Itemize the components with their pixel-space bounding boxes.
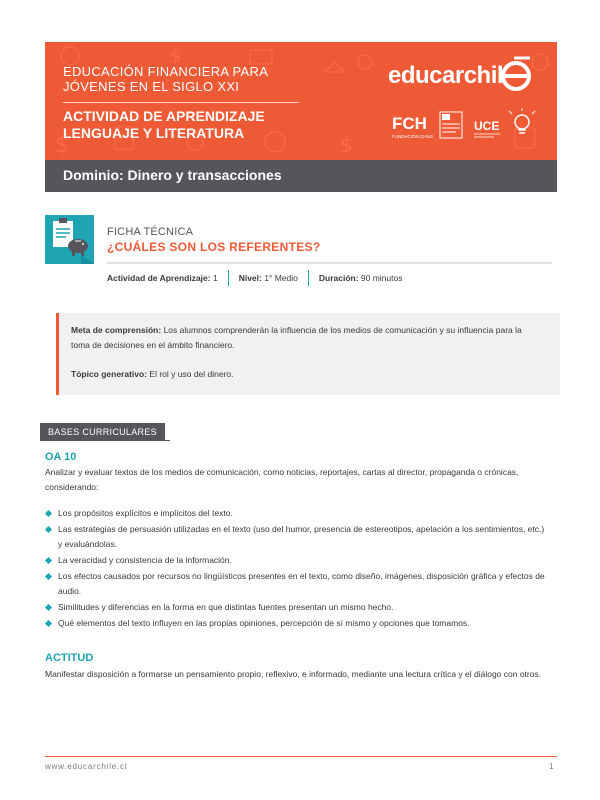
bullet-text: La veracidad y consistencia de la información. [58, 555, 232, 565]
svg-text:$: $ [55, 133, 69, 158]
actitud-heading: ACTITUD [45, 652, 94, 664]
bullet-text: Las estrategias de persuasión utilizadas en el texto (uso del humor, presencia de estereotipos, apelación a los sentimientos, etc.) y evaluándolas. [58, 524, 545, 549]
svg-text:$: $ [170, 46, 182, 67]
footer-url[interactable]: www.educarchile.cl [45, 762, 128, 771]
actividad-label: Actividad de Aprendizaje: [107, 273, 211, 283]
meta-separator [308, 270, 309, 286]
ficha-meta-row [107, 270, 402, 286]
list-item [45, 506, 550, 521]
educarchile-e-icon [500, 56, 534, 94]
ficha-label: FICHA TÉCNICA [107, 226, 194, 238]
topico-label: Tópico generativo: [71, 369, 148, 379]
bullet-diamond-icon [45, 620, 52, 627]
nivel-label: Nivel: [238, 273, 262, 283]
bullet-diamond-icon [45, 604, 52, 611]
title-line-1: ACTIVIDAD DE APRENDIZAJE [63, 108, 265, 124]
ficha-title: ¿CUÁLES SON LOS REFERENTES? [107, 240, 321, 254]
footer-divider [45, 756, 557, 757]
list-item [45, 522, 550, 552]
title-line-2: LENGUAJE Y LITERATURA [63, 125, 245, 141]
svg-text:FUNDACIÓN CHILE: FUNDACIÓN CHILE [392, 134, 434, 139]
list-item [45, 600, 550, 615]
topico-generativo [71, 367, 541, 382]
bullet-diamond-icon [45, 526, 52, 533]
document-piggybank-icon [45, 215, 94, 264]
nivel-field [239, 273, 298, 283]
program-subtitle [63, 64, 313, 94]
page-number: 1 [549, 762, 554, 771]
bullet-text: Los propósitos explícitos e implícitos del texto. [58, 508, 233, 518]
subtitle-line-1: EDUCACIÓN FINANCIERA PARA [63, 64, 269, 79]
bases-underline [40, 440, 170, 441]
svg-text:$: $ [340, 133, 353, 157]
bullet-diamond-icon [45, 510, 52, 517]
oa-intro: Analizar y evaluar textos de los medios de comunicación, como noticias, reportajes, cartas al director, propaganda o crónicas, considerando: [45, 467, 519, 492]
educarchile-logo-text: educarchil [388, 62, 504, 89]
uce-logo-icon [474, 119, 500, 137]
duracion-label: Duración: [318, 273, 359, 283]
topico-text: El rol y uso del dinero. [147, 369, 234, 379]
svg-text:UCE: UCE [474, 119, 500, 133]
domain-title: Dominio: Dinero y transacciones [63, 167, 282, 183]
domain-bar [45, 160, 557, 192]
header-banner [45, 42, 557, 160]
comprehension-box [56, 313, 560, 395]
bullet-diamond-icon [45, 573, 52, 580]
activity-title [63, 108, 333, 142]
meta-text: Los alumnos comprenderán la influencia de los medios de comunicación y su influencia para la toma de decisiones en el ámbito financiero. [71, 325, 522, 350]
meta-comprension [71, 323, 541, 353]
ficha-divider [107, 262, 552, 264]
nivel-value: 1° Medio [261, 273, 298, 283]
oa-heading: OA 10 [45, 451, 77, 463]
bullet-diamond-icon [45, 557, 52, 564]
svg-text:FCH: FCH [392, 114, 427, 133]
bullet-text: Los efectos causados por recursos no lingüísticos presentes en el texto, como diseño, imágenes, disposición gráfica y efectos de audio. [58, 571, 545, 596]
actitud-text: Manifestar disposición a formarse un pensamiento propio, reflexivo, e informado, mediante una lectura crítica y el diálogo con otros. [45, 669, 542, 679]
banner-divider [63, 102, 299, 103]
mineduc-logo-icon [440, 112, 462, 138]
bullet-text: Similitudes y diferencias en la forma en que distintas fuentes presentan un mismo hecho. [58, 602, 394, 612]
bases-curriculares-tab: BASES CURRICULARES [40, 423, 165, 441]
ficha-icon-box [45, 215, 94, 264]
lightbulb-icon [509, 108, 535, 133]
oa-bullet-list [45, 506, 550, 632]
meta-separator [228, 270, 229, 286]
actividad-value: 1 [210, 273, 218, 283]
bullet-text: Qué elementos del texto influyen en las propias opiniones, percepción de sí mismo y opciones que tomamos. [58, 618, 470, 628]
meta-label: Meta de comprensión: [71, 325, 162, 335]
list-item [45, 553, 550, 568]
fch-logo-icon [392, 114, 433, 139]
actividad-field [107, 273, 218, 283]
partner-logos [390, 108, 550, 148]
duracion-value: 90 minutos [358, 273, 403, 283]
list-item [45, 569, 550, 599]
subtitle-line-2: JÓVENES EN EL SIGLO XXI [63, 79, 240, 94]
list-item [45, 616, 550, 631]
duracion-field [319, 273, 403, 283]
